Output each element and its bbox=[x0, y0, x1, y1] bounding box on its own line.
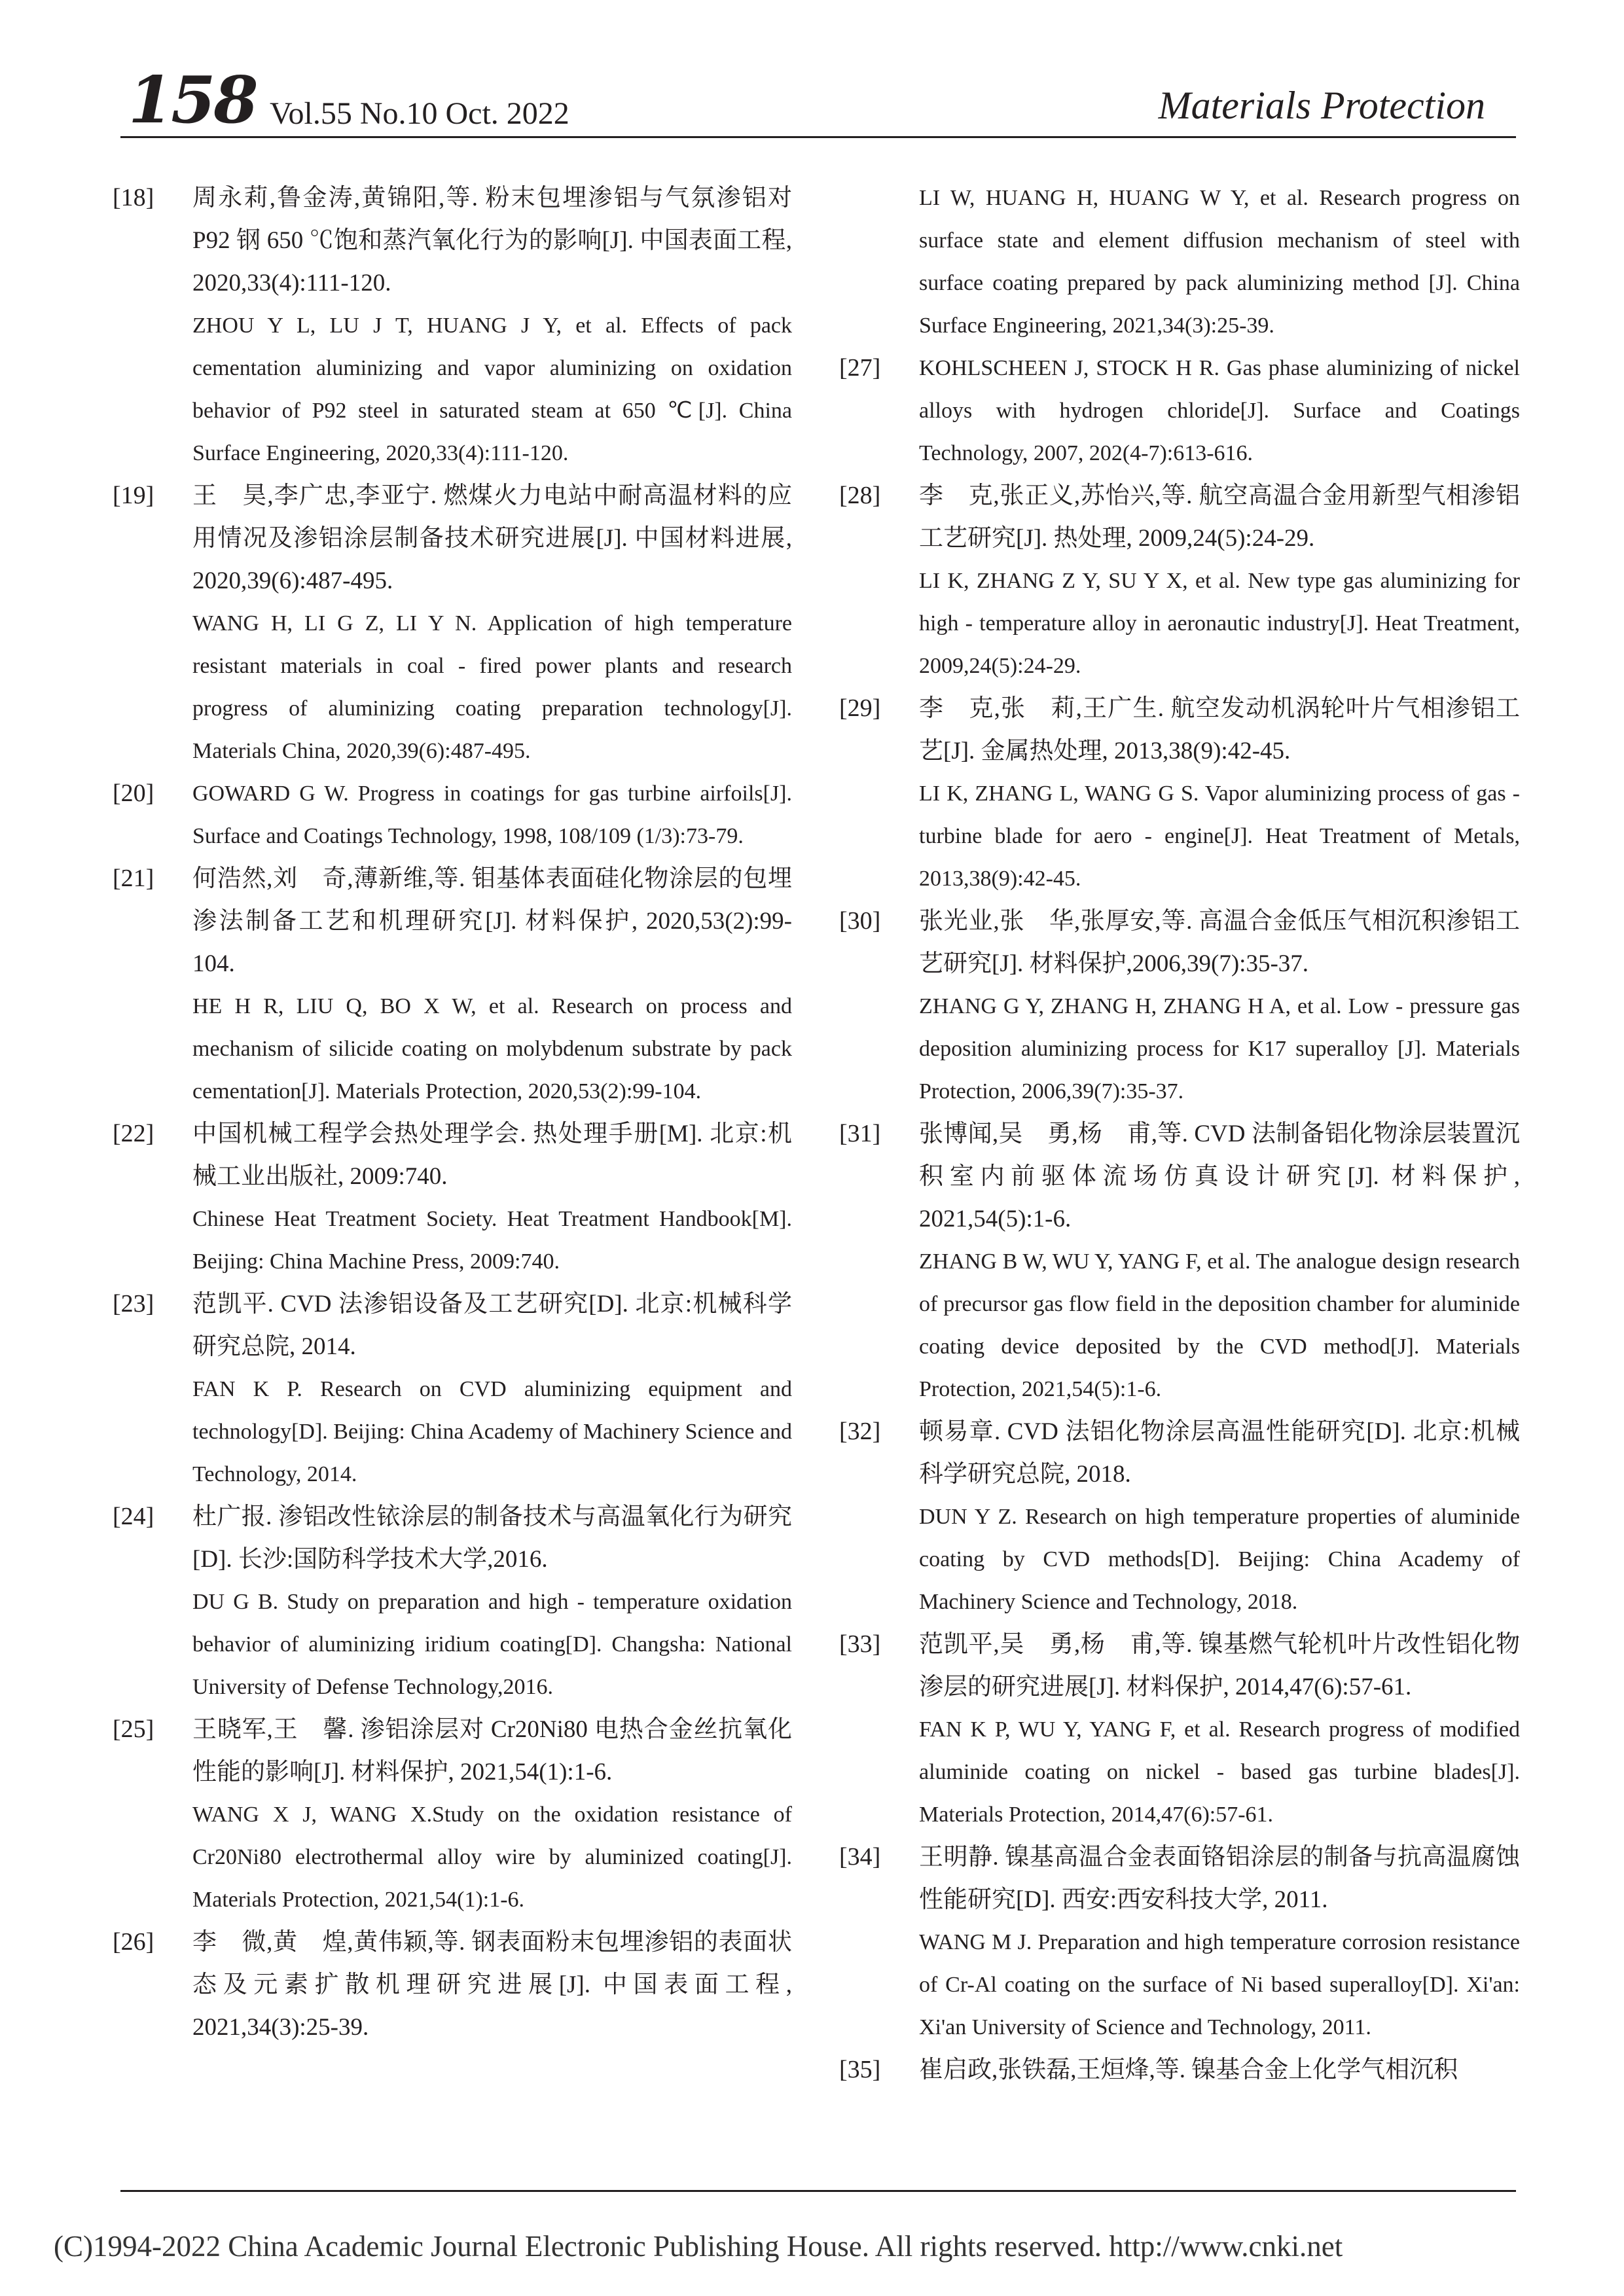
reference-number: [28] bbox=[839, 482, 881, 509]
reference-text-zh: 李 微,黄 煌,黄伟颖,等. 钢表面粉末包埋渗铝的表面状态及元素扩散机理研究进展[J]. 中国表面工程, 2021,34(3):25-39. bbox=[192, 1929, 792, 2041]
reference-text-zh: 中国机械工程学会热处理学会. 热处理手册[M]. 北京:机械工业出版社, 2009:740. bbox=[192, 1121, 792, 1190]
reference-item bbox=[113, 1113, 792, 1283]
header-rule bbox=[120, 136, 1516, 138]
right-column bbox=[839, 177, 1520, 2091]
reference-number: [26] bbox=[113, 1928, 154, 1956]
reference-text-en: ZHANG G Y, ZHANG H, ZHANG H A, et al. Low - pressure gas deposition aluminizing process for K17 superalloy [J]. Materials Protection, 2006,39(7):35-37. bbox=[919, 994, 1520, 1103]
left-column bbox=[113, 177, 792, 2049]
reference-item bbox=[113, 772, 792, 857]
issue-info: Vol.55 No.10 Oct. 2022 bbox=[270, 96, 569, 131]
reference-number: [33] bbox=[839, 1630, 881, 1658]
reference-item bbox=[839, 1623, 1520, 1836]
reference-number: [22] bbox=[113, 1120, 154, 1147]
reference-text-zh: 顿易章. CVD 法铝化物涂层高温性能研究[D]. 北京:机械科学研究总院, 2018. bbox=[919, 1418, 1520, 1488]
reference-number: [20] bbox=[113, 780, 154, 807]
reference-text-en: KOHLSCHEEN J, STOCK H R. Gas phase aluminizing of nickel alloys with hydrogen chloride[J]. Surface and Coatings Technology, 2007, 202(4-7):613-616. bbox=[919, 356, 1520, 465]
reference-number: [34] bbox=[839, 1843, 881, 1871]
reference-number: [29] bbox=[839, 694, 881, 722]
reference-text-zh: 王 昊,李广忠,李亚宁. 燃煤火力电站中耐高温材料的应用情况及渗铝涂层制备技术研究进展[J]. 中国材料进展, 2020,39(6):487-495. bbox=[192, 482, 792, 594]
reference-text-en: DU G B. Study on preparation and high - temperature oxidation behavior of aluminizing iridium coating[D]. Changsha: National University of Defense Technology,2016. bbox=[192, 1590, 792, 1699]
reference-number: [25] bbox=[113, 1715, 154, 1743]
reference-text-zh: 崔启政,张铁磊,王烜烽,等. 镍基合金上化学气相沉积 bbox=[919, 2056, 1458, 2083]
reference-text-zh: 杜广报. 渗铝改性铱涂层的制备技术与高温氧化行为研究[D]. 长沙:国防科学技术大学,2016. bbox=[192, 1503, 792, 1573]
reference-item bbox=[113, 177, 792, 475]
reference-text-zh: 王明静. 镍基高温合金表面铬铝涂层的制备与抗高温腐蚀性能研究[D]. 西安:西安科技大学, 2011. bbox=[919, 1844, 1520, 1913]
reference-text-en: GOWARD G W. Progress in coatings for gas turbine airfoils[J]. Surface and Coatings Technology, 1998, 108/109 (1/3):73-79. bbox=[192, 781, 792, 848]
reference-text-en: DUN Y Z. Research on high temperature properties of aluminide coating by CVD methods[D]. Beijing: China Academy of Machinery Science and Technology, 2018. bbox=[919, 1505, 1520, 1614]
reference-number: [24] bbox=[113, 1503, 154, 1530]
reference-item bbox=[113, 1496, 792, 1708]
reference-text-en: LI K, ZHANG L, WANG G S. Vapor aluminizing process of gas - turbine blade for aero - engine[J]. Heat Treatment of Metals, 2013,38(9):42-45. bbox=[919, 781, 1520, 891]
reference-item bbox=[839, 687, 1520, 900]
reference-text-en: LI K, ZHANG Z Y, SU Y X, et al. New type gas aluminizing for high - temperature alloy in aeronautic industry[J]. Heat Treatment, 2009,24(5):24-29. bbox=[919, 569, 1520, 678]
reference-text-zh: 周永莉,鲁金涛,黄锦阳,等. 粉末包埋渗铝与气氛渗铝对 P92 钢 650 ℃饱和蒸汽氧化行为的影响[J]. 中国表面工程, 2020,33(4):111-120. bbox=[192, 185, 792, 296]
reference-text-en: Chinese Heat Treatment Society. Heat Treatment Handbook[M]. Beijing: China Machine Press, 2009:740. bbox=[192, 1207, 792, 1274]
reference-text-en: WANG H, LI G Z, LI Y N. Application of high temperature resistant materials in coal - fired power plants and research progress of aluminizing coating preparation technology[J]. Materials China, 2020,39(6):487-495. bbox=[192, 611, 792, 763]
reference-number: [27] bbox=[839, 354, 881, 382]
reference-text-zh: 何浩然,刘 奇,薄新维,等. 钼基体表面硅化物涂层的包埋渗法制备工艺和机理研究[J]. 材料保护, 2020,53(2):99-104. bbox=[192, 865, 792, 977]
reference-number: [30] bbox=[839, 907, 881, 935]
reference-text-en: HE H R, LIU Q, BO X W, et al. Research on process and mechanism of silicide coating on molybdenum substrate by pack cementation[J]. Materials Protection, 2020,53(2):99-104. bbox=[192, 994, 792, 1103]
reference-item bbox=[113, 1283, 792, 1496]
reference-text-zh: 李 克,张 莉,王广生. 航空发动机涡轮叶片气相渗铝工艺[J]. 金属热处理, 2013,38(9):42-45. bbox=[919, 695, 1520, 764]
reference-item bbox=[113, 475, 792, 772]
reference-continuation bbox=[839, 177, 1520, 347]
reference-text-zh: 范凯平,吴 勇,杨 甫,等. 镍基燃气轮机叶片改性铝化物渗层的研究进展[J]. 材料保护, 2014,47(6):57-61. bbox=[919, 1631, 1520, 1700]
reference-item bbox=[113, 1708, 792, 1921]
reference-text-zh: 范凯平. CVD 法渗铝设备及工艺研究[D]. 北京:机械科学研究总院, 2014. bbox=[192, 1291, 792, 1360]
reference-item bbox=[113, 1921, 792, 2049]
reference-number: [18] bbox=[113, 184, 154, 211]
reference-item bbox=[839, 1836, 1520, 2049]
reference-item bbox=[839, 347, 1520, 475]
reference-text-zh: 李 克,张正义,苏怡兴,等. 航空高温合金用新型气相渗铝工艺研究[J]. 热处理, 2009,24(5):24-29. bbox=[919, 482, 1520, 552]
reference-text-en: FAN K P. Research on CVD aluminizing equipment and technology[D]. Beijing: China Academy of Machinery Science and Technology, 2014. bbox=[192, 1377, 792, 1486]
journal-title: Materials Protection bbox=[1158, 84, 1485, 127]
reference-text-en: WANG M J. Preparation and high temperature corrosion resistance of Cr-Al coating on the surface of Ni based superalloy[D]. Xi'an: Xi'an University of Science and Technology, 2011. bbox=[919, 1930, 1520, 2039]
reference-number: [21] bbox=[113, 865, 154, 892]
reference-text-zh: 王晓军,王 馨. 渗铝涂层对 Cr20Ni80 电热合金丝抗氧化性能的影响[J]. 材料保护, 2021,54(1):1-6. bbox=[192, 1716, 792, 1785]
reference-text-en: ZHANG B W, WU Y, YANG F, et al. The analogue design research of precursor gas flow field in the deposition chamber for aluminide coating device deposited by the CVD method[J]. Materials Protection, 2021,54(5):1-6. bbox=[919, 1249, 1520, 1401]
reference-item bbox=[839, 1410, 1520, 1623]
reference-number: [19] bbox=[113, 482, 154, 509]
reference-text-zh: 张光业,张 华,张厚安,等. 高温合金低压气相沉积渗铝工艺研究[J]. 材料保护,2006,39(7):35-37. bbox=[919, 908, 1520, 977]
reference-text-en: ZHOU Y L, LU J T, HUANG J Y, et al. Effects of pack cementation aluminizing and vapor aluminizing on oxidation behavior of P92 steel in saturated steam at 650 ℃[J]. China Surface Engineering, 2020,33(4):111-120. bbox=[192, 314, 792, 465]
page-number: 158 bbox=[128, 63, 257, 138]
reference-text-en: LI W, HUANG H, HUANG W Y, et al. Research progress on surface state and element diffusion mechanism of steel with surface coating prepared by pack aluminizing method [J]. China Surface Engineering, 2021,34(3):25-39. bbox=[919, 186, 1520, 338]
reference-item bbox=[839, 475, 1520, 687]
reference-item bbox=[113, 857, 792, 1113]
reference-number: [23] bbox=[113, 1290, 154, 1318]
reference-number: [31] bbox=[839, 1120, 881, 1147]
page-header bbox=[0, 0, 1624, 138]
reference-text-zh: 张博闻,吴 勇,杨 甫,等. CVD 法制备铝化物涂层装置沉积室内前驱体流场仿真设计研究[J]. 材料保护, 2021,54(5):1-6. bbox=[919, 1121, 1520, 1232]
reference-number: [35] bbox=[839, 2056, 881, 2083]
reference-item bbox=[839, 2049, 1520, 2091]
reference-item bbox=[839, 1113, 1520, 1410]
footer-rule bbox=[120, 2190, 1516, 2192]
reference-text-en: WANG X J, WANG X.Study on the oxidation resistance of Cr20Ni80 electrothermal alloy wire by aluminized coating[J]. Materials Protection, 2021,54(1):1-6. bbox=[192, 1803, 792, 1912]
reference-text-en: FAN K P, WU Y, YANG F, et al. Research progress of modified aluminide coating on nickel - based gas turbine blades[J]. Materials Protection, 2014,47(6):57-61. bbox=[919, 1717, 1520, 1827]
reference-item bbox=[839, 900, 1520, 1113]
copyright-notice: (C)1994-2022 China Academic Journal Electronic Publishing House. All rights reserved. http://www.cnki.net bbox=[54, 2230, 1343, 2263]
reference-number: [32] bbox=[839, 1418, 881, 1445]
